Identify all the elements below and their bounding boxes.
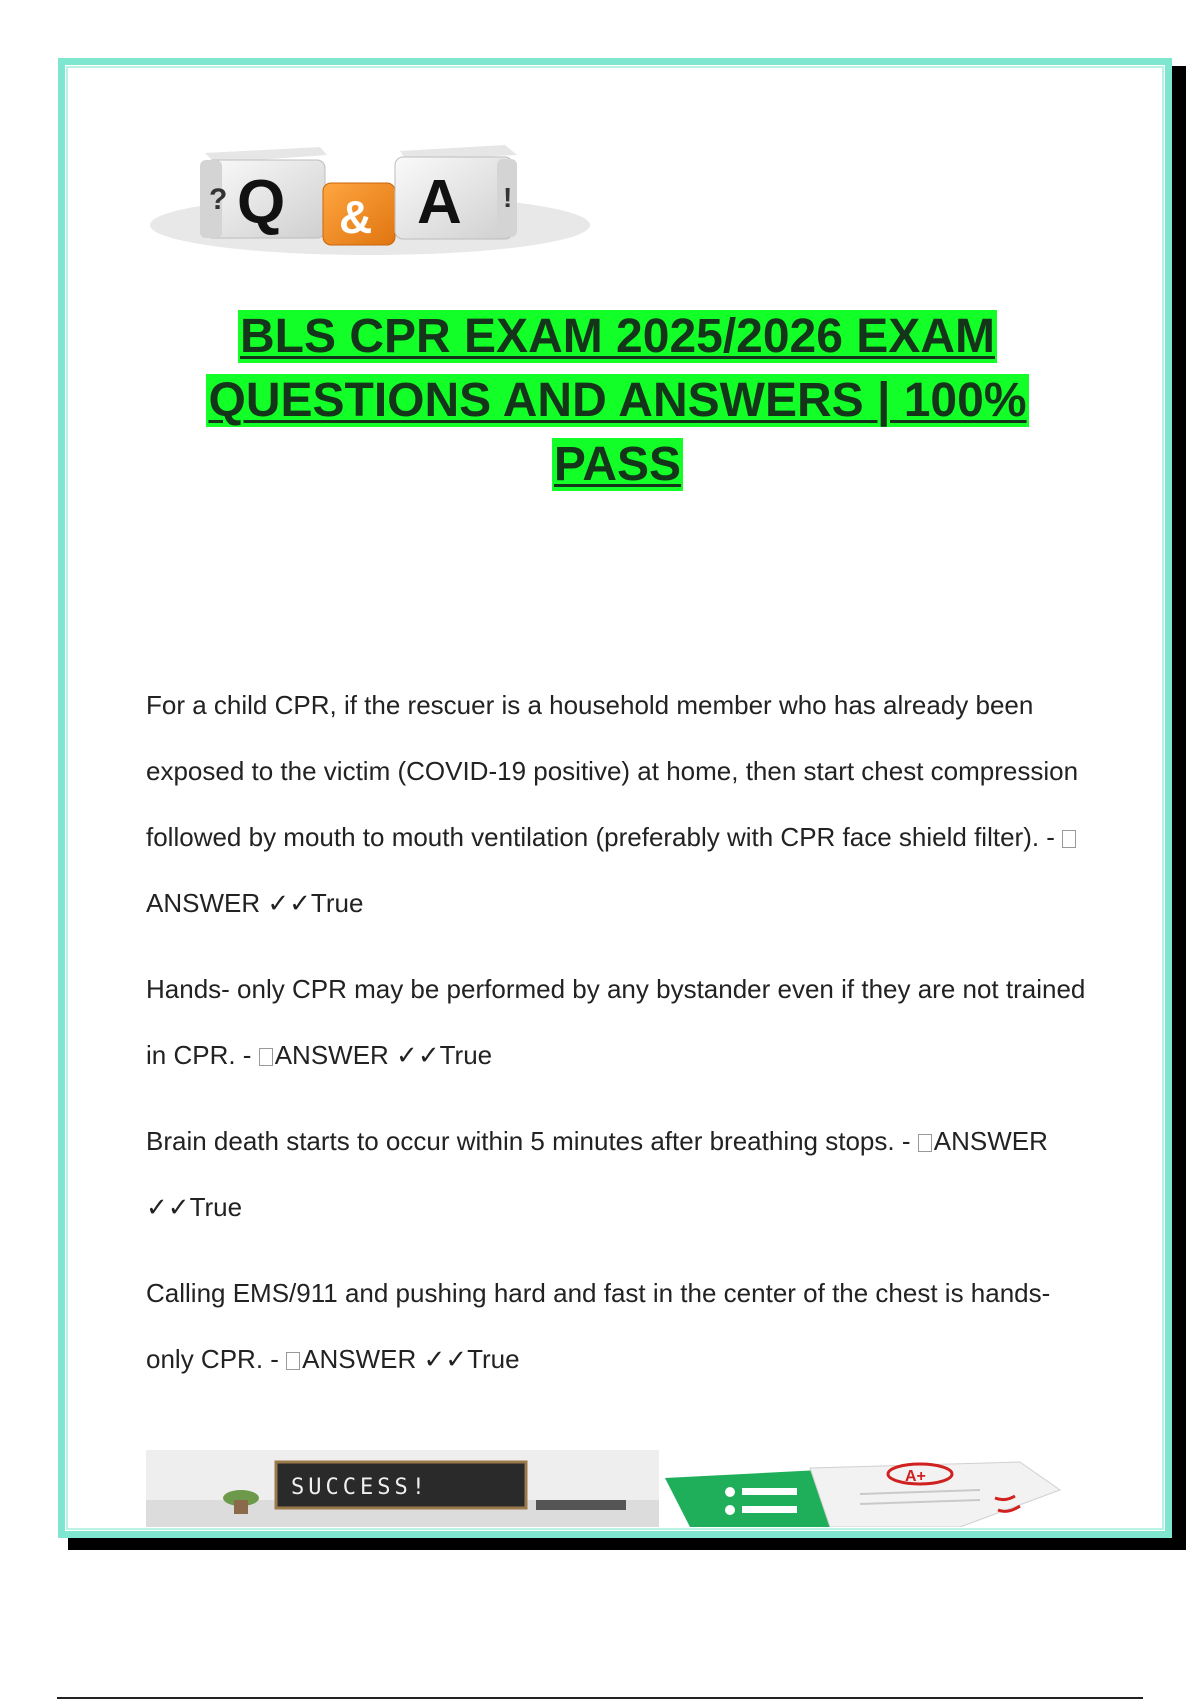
svg-text:!: ! xyxy=(503,182,513,213)
answer-prefix: ANSWER ✓✓ xyxy=(146,888,311,918)
title-line-2: QUESTIONS AND ANSWERS | 100% xyxy=(208,374,1027,427)
title-line-3: PASS xyxy=(553,438,682,491)
qa-item xyxy=(146,1108,1086,1240)
logo-ampersand: & xyxy=(339,191,373,243)
answer-prefix: ANSWER ✓✓ xyxy=(274,1040,440,1070)
answer-value: True xyxy=(189,1192,243,1222)
success-sign-text: SUCCESS! xyxy=(291,1475,429,1500)
title-line-1: BLS CPR EXAM 2025/2026 EXAM xyxy=(240,310,995,363)
success-chalkboard-image xyxy=(146,1450,659,1527)
question-text: Hands- only CPR may be performed by any bystander even if they are not trained in CPR. - xyxy=(146,974,1086,1070)
logo-q: Q xyxy=(237,168,286,237)
answer-prefix: ANSWER ✓✓ xyxy=(146,1126,1048,1222)
graded-report-image xyxy=(660,1450,1070,1527)
answer-box-icon xyxy=(259,1048,273,1066)
question-text: Calling EMS/911 and pushing hard and fast in the center of the chest is hands-only CPR. - xyxy=(146,1278,1051,1374)
answer-value: True xyxy=(467,1344,520,1374)
question-text: Brain death starts to occur within 5 minutes after breathing stops. - xyxy=(146,1126,911,1156)
logo-a: A xyxy=(417,168,462,237)
qa-item xyxy=(146,672,1086,936)
answer-box-icon xyxy=(286,1352,300,1370)
svg-text:?: ? xyxy=(209,183,228,216)
answer-value: True xyxy=(439,1040,493,1070)
answer-value: True xyxy=(310,888,364,918)
qa-dice-logo xyxy=(145,125,600,300)
answer-prefix: ANSWER ✓✓ xyxy=(302,1344,468,1374)
question-text: For a child CPR, if the rescuer is a household member who has already been exposed to the victim (COVID-19 positive) at home, then start chest compression followed by mouth to mouth ventilation (preferably with CPR face shield filter). - xyxy=(146,690,1079,852)
qa-item xyxy=(146,956,1086,1088)
grade-mark: A+ xyxy=(905,1468,926,1485)
qa-list xyxy=(146,672,1086,1412)
qa-item xyxy=(146,1260,1086,1392)
answer-box-icon xyxy=(1062,830,1076,848)
document-title xyxy=(140,305,1095,497)
footer-divider xyxy=(57,1697,1143,1699)
answer-box-icon xyxy=(918,1134,932,1152)
